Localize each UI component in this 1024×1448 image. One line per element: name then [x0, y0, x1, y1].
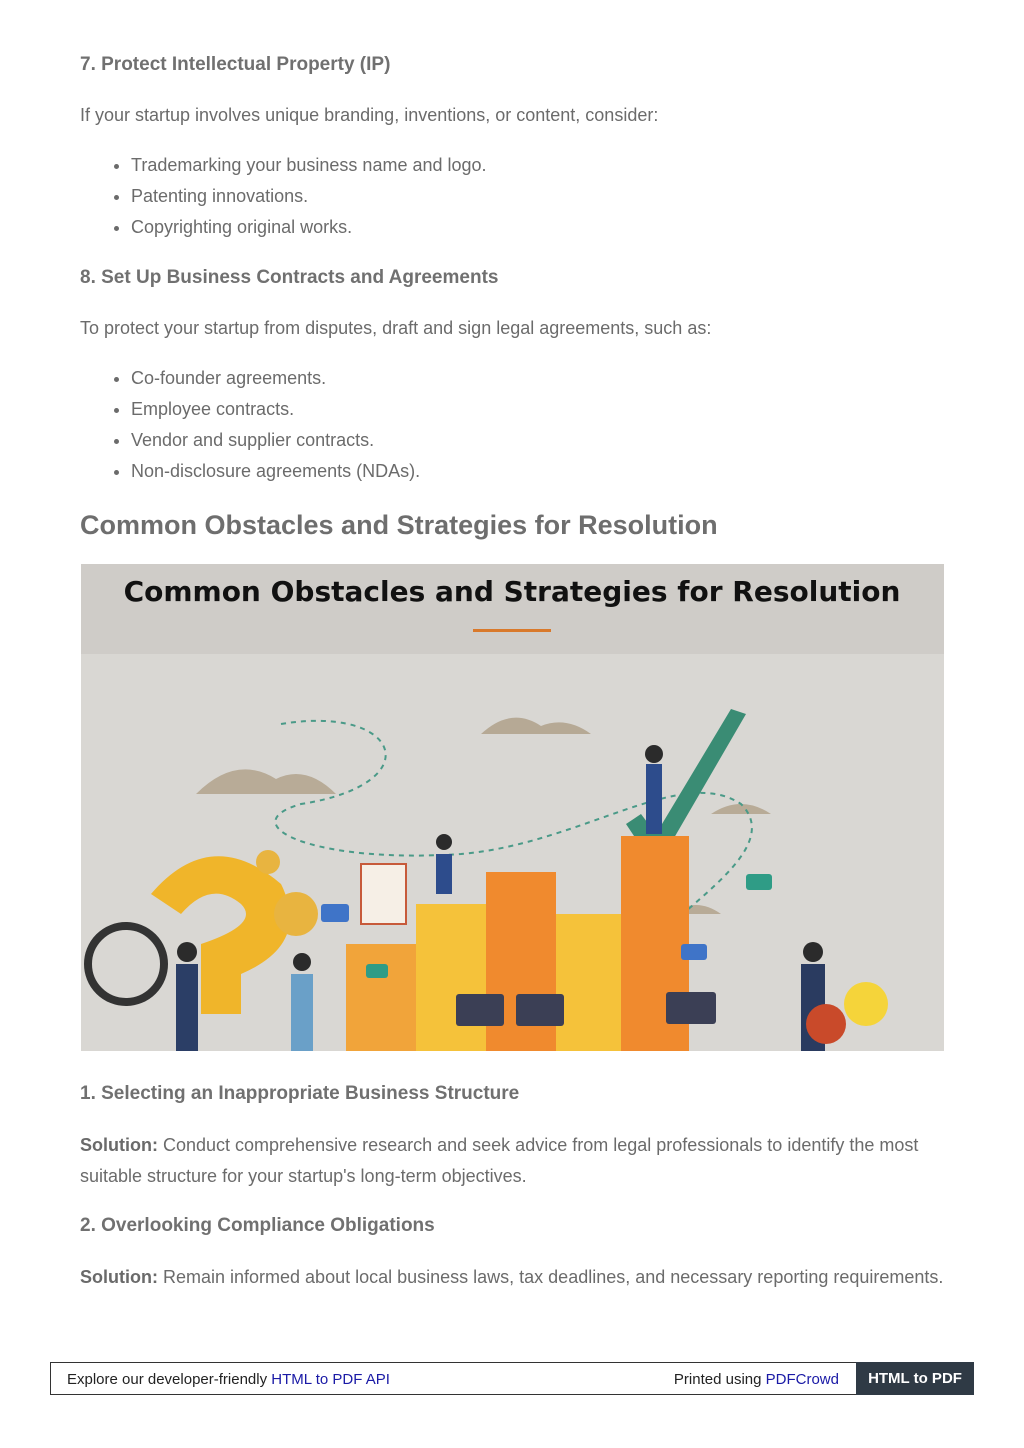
obstacle-solution [80, 1130, 944, 1192]
list-item: • Co-founder agreements. [131, 363, 420, 394]
list-item: • Vendor and supplier contracts. [131, 425, 420, 456]
pdfcrowd-link[interactable]: PDFCrowd [765, 1371, 839, 1388]
section-intro-ip: If your startup involves unique branding, inventions, or content, consider: [80, 105, 659, 125]
list-item: • Patenting innovations. [131, 181, 487, 212]
solution-label: Solution: [80, 1135, 158, 1155]
solution-text: Remain informed about local business laws, tax deadlines, and necessary reporting requirements. [157, 1267, 944, 1287]
footer-explore-text: Explore our developer-friendly [67, 1371, 272, 1388]
pdf-footer-bar [50, 1362, 974, 1395]
footer-printed [674, 1371, 839, 1388]
obstacle-heading: 1. Selecting an Inappropriate Business Structure [80, 1083, 520, 1104]
html-to-pdf-badge[interactable]: HTML to PDF [856, 1362, 974, 1395]
illustration-title: Common Obstacles and Strategies for Resolution [123, 575, 901, 608]
obstacle-heading: 2. Overlooking Compliance Obligations [80, 1215, 435, 1236]
section-heading-ip: 7. Protect Intellectual Property (IP) [80, 54, 391, 75]
ip-list [80, 150, 487, 243]
solution-label: Solution: [80, 1267, 158, 1287]
obstacles-heading: Common Obstacles and Strategies for Resolution [80, 510, 718, 540]
list-item: • Copyrighting original works. [131, 212, 487, 243]
footer-explore [67, 1371, 390, 1388]
solution-text: Conduct comprehensive research and seek advice from legal professionals to identify the most suitable structure for your startup's long-term objectives. [80, 1135, 919, 1186]
obstacle-solution [80, 1262, 944, 1293]
obstacles-illustration [81, 564, 944, 1051]
list-item: • Trademarking your business name and logo. [131, 150, 487, 181]
section-heading-contracts: 8. Set Up Business Contracts and Agreements [80, 267, 499, 288]
footer-printed-text: Printed using [673, 1371, 766, 1388]
contracts-list [80, 363, 420, 487]
section-intro-contracts: To protect your startup from disputes, draft and sign legal agreements, such as: [80, 318, 712, 338]
list-item: • Employee contracts. [131, 394, 420, 425]
html-to-pdf-api-link[interactable]: HTML to PDF API [271, 1371, 390, 1388]
list-item: • Non-disclosure agreements (NDAs). [131, 456, 420, 487]
